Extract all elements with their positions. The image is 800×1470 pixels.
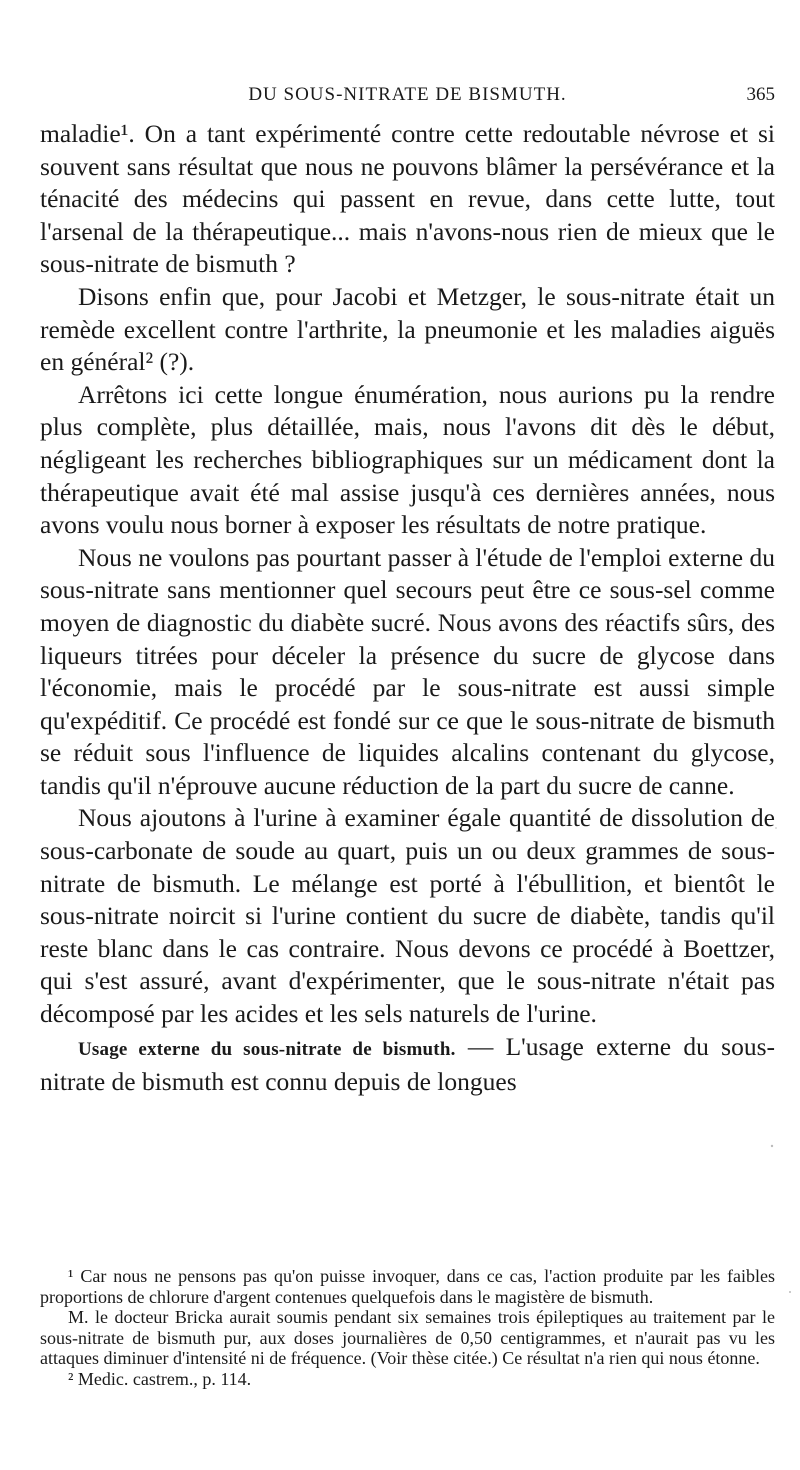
paragraph-5: Nous ajoutons à l'urine à examiner égale quantité de dissolution de sous-carbonate de soude au quart, puis un ou deux grammes de sous-nitrate de bismuth. Le mélange est porté à l'ébullition, et bientôt le sous-nitrate noircit si l'urine contient du sucre de diabète, tandis qu'il reste blanc dans le cas contraire. Nous devons ce procédé à Boettzer, qui s'est assuré, avant d'expérimenter, que le sous-nitrate n'était pas décomposé par les acides et les sels naturels de l'urine. xyxy=(40,803,775,1029)
section-heading: Usage externe du sous-nitrate de bismuth. xyxy=(78,1038,456,1060)
paragraph-6 xyxy=(40,1031,775,1099)
paragraph-3: Arrêtons ici cette longue énumération, nous aurions pu la rendre plus complète, plus détaillée, mais, nous l'avons dit dès le début, négligeant les recherches bibliographiques sur un médicament dont la thérapeutique avait été mal assise jusqu'à ces dernières années, nous avons voulu nous borner à exposer les résultats de notre pratique. xyxy=(40,379,775,540)
paragraph-2: Disons enfin que, pour Jacobi et Metzger, le sous-nitrate était un remède excellent contre l'arthrite, la pneumonie et les maladies aiguës en général² (?). xyxy=(40,281,775,377)
paragraph-1: maladie¹. On a tant expérimenté contre cette redoutable névrose et si souvent sans résultat que nous ne pouvons blâmer la persévérance et la ténacité des médecins qui passent en revue, dans cette lutte, tout l'arsenal de la thérapeutique... mais n'avons-nous rien de mieux que le sous-nitrate de bismuth ? xyxy=(40,119,775,279)
paragraph-6-text: — L'usage externe du sous-nitrate de bismuth est connu depuis de longues xyxy=(40,1031,775,1097)
paragraph-4: Nous ne voulons pas pourtant passer à l'étude de l'emploi externe du sous-nitrate sans mentionner quel secours peut être ce sous-sel comme moyen de diagnostic du diabète sucré. Nous avons des réactifs sûrs, des liqueurs titrées pour déceler la présence du sucre de glycose dans l'économie, mais le procédé par le sous-nitrate est aussi simple qu'expéditif. Ce procédé est fondé sur ce que le sous-nitrate de bismuth se réduit sous l'influence de liquides alcalins contenant du glycose, tandis qu'il n'éprouve aucune réduction de la part du sucre de canne. xyxy=(40,542,775,800)
footnote-1: ¹ Car nous ne pensons pas qu'on puisse invoquer, dans ce cas, l'action produite par les faibles proportions de chlorure d'argent contenues quelquefois dans le magistère de bismuth. xyxy=(40,1266,775,1307)
page-number: 365 xyxy=(746,84,775,105)
footnotes xyxy=(40,1266,775,1389)
footnote-1-continued: M. le docteur Bricka aurait soumis pendant six semaines trois épileptiques au traitement par le sous-nitrate de bismuth pur, aux doses journalières de 0,50 centigrammes, et n'aurait pas vu les attaques diminuer d'intensité ni de fréquence. (Voir thèse citée.) Ce résultat n'a rien qui nous étonne. xyxy=(40,1307,775,1368)
body-text xyxy=(40,118,775,1099)
footnote-2: ² Medic. castrem., p. 114. xyxy=(68,1368,252,1389)
running-title: DU SOUS-NITRATE DE BISMUTH. xyxy=(248,84,567,105)
running-head xyxy=(40,84,775,114)
book-page xyxy=(40,0,775,1470)
